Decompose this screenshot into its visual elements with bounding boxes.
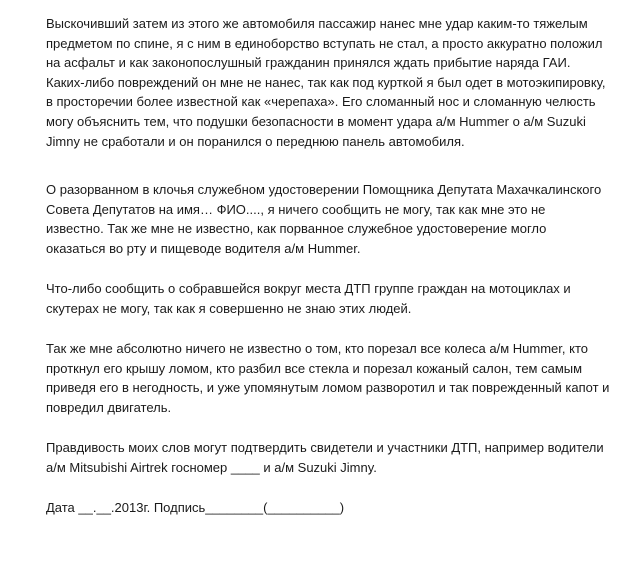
- text-line: О разорванном в клочья служебном удостоверении Помощника Депутата Махачкалинского: [46, 182, 602, 197]
- signature-line: [46, 498, 626, 518]
- text-line: Правдивость моих слов могут подтвердить свидетели и участники ДТП, например водители: [46, 440, 604, 455]
- text-line: Что-либо сообщить о собравшейся вокруг места ДТП группе граждан на мотоциклах и: [46, 281, 571, 296]
- text-line: Каких-либо повреждений он мне не нанес, так как под курткой я был одет в мотоэкипировку,: [46, 74, 606, 90]
- date-signature-text: Дата __.__.2013г. Подпись________(__________): [46, 500, 345, 515]
- text-line: Совета Депутатов на имя… ФИО...., я ничего сообщить не могу, так как мне это не: [46, 201, 546, 217]
- paragraph-witnesses: [46, 438, 626, 477]
- text-line: скутерах не могу, так как я совершенно не знаю этих людей.: [46, 300, 412, 316]
- text-line: могу объяснить тем, что подушки безопасности в момент удара а/м Hummer о а/м Suzuki: [46, 113, 586, 129]
- text-line: проткнул его крышу ломом, кто разбил все стекла и порезал кожаный салон, тем самым: [46, 360, 583, 376]
- text-line: предметом по спине, я с ним в единоборство вступать не стал, а просто аккуратно положил: [46, 35, 603, 51]
- text-line: Jimny не сработали и он поранился о переднюю панель автомобиля.: [46, 133, 465, 149]
- text-line: на асфальт и как законопослушный гражданин принялся ждать прибытие наряда ГАИ.: [46, 55, 571, 71]
- text-line: оказаться во рту и пищеводе водителя а/м Hummer.: [46, 240, 361, 256]
- text-line: в просторечии более известной как «черепаха». Его сломанный нос и сломанную челюсть: [46, 94, 596, 110]
- text-line: Выскочивший затем из этого же автомобиля пассажир нанес мне удар каким-то тяжелым: [46, 16, 588, 31]
- text-line: известно. Так же мне не известно, как порванное служебное удостоверение могло: [46, 221, 547, 237]
- text-line: повредил двигатель.: [46, 399, 172, 415]
- paragraph-crowd: [46, 279, 626, 318]
- text-line: а/м Mitsubishi Airtrek госномер ____ и а/м Suzuki Jimny.: [46, 459, 377, 475]
- paragraph-incident-description: [46, 14, 626, 151]
- paragraph-vehicle-damage: [46, 339, 626, 417]
- paragraph-certificate: [46, 180, 626, 258]
- text-line: Так же мне абсолютно ничего не известно о том, кто порезал все колеса а/м Hummer, кто: [46, 341, 588, 356]
- text-line: приведя его в негодность, и уже упомянутым ломом разворотил и так поврежденный капот и: [46, 380, 610, 396]
